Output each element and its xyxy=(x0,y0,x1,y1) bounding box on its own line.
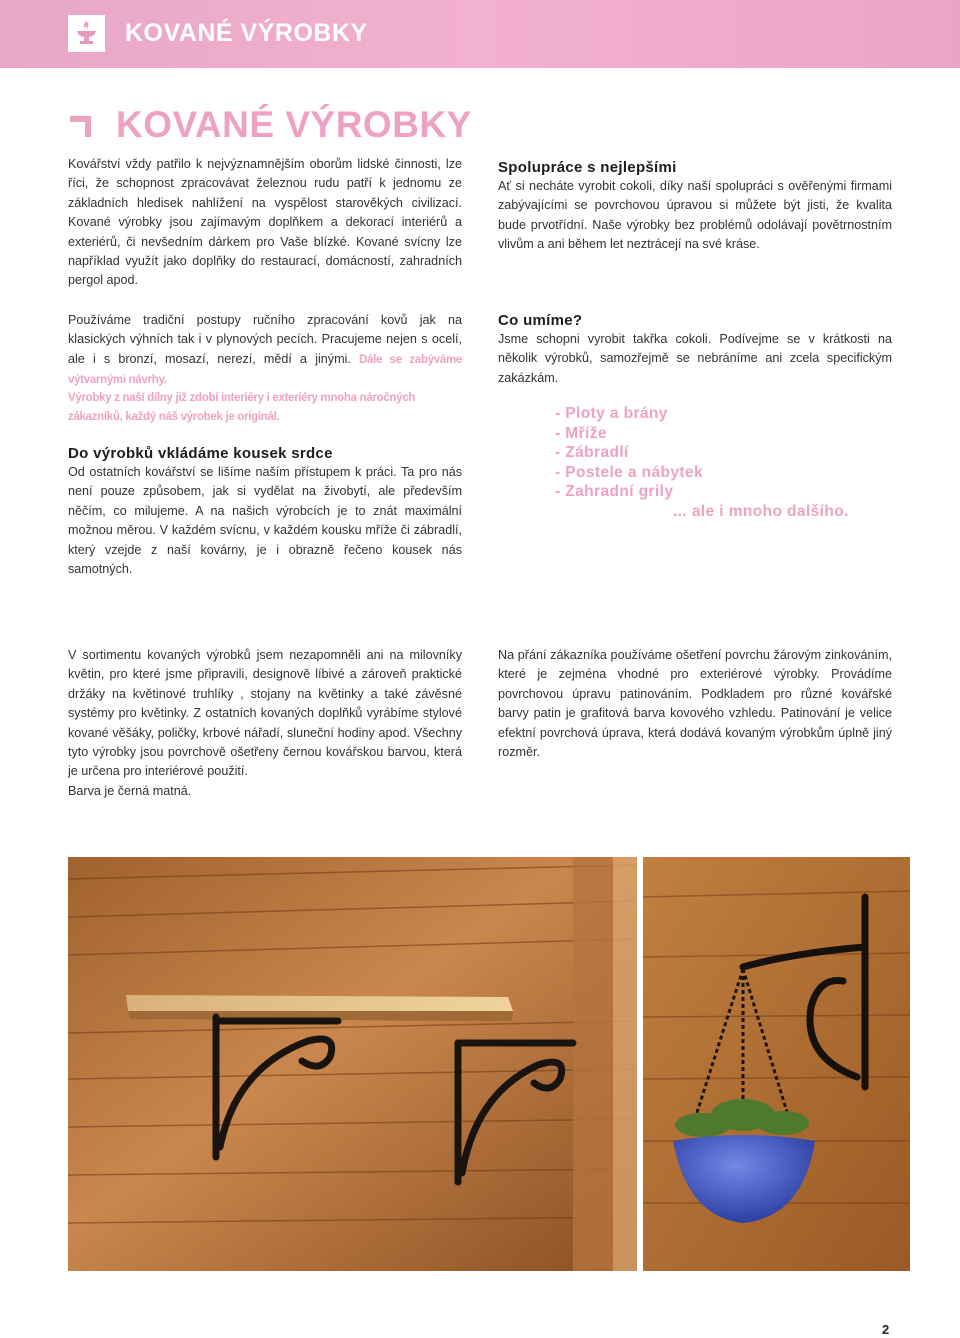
header-title: KOVANÉ VÝROBKY xyxy=(125,19,368,47)
intro-paragraph-2 xyxy=(68,311,462,391)
list-item: - Postele a nábytek xyxy=(555,463,704,481)
cooperation-section xyxy=(498,158,892,255)
intro-text-1: Kovářství vždy patřilo k nejvýznamnějším oborům lidské činnosti, lze říci, že schopnost zpracovávat železnou rudu patří k jednomu ze základních hledisek nahlížení na vyspělost starověkých civilizací. Kované výrobky jsou zajímavým doplňkem a dekorací interiérů a exteriérů, či nevšedním dárkem pro Vaše blízké. Kované svícny lze například využít jako doplňky do restaurací, domácností, zahradních pergol apod. xyxy=(68,157,462,288)
intro-design-note: Dále se zabýváme výtvarnými návrhy. xyxy=(68,353,463,387)
list-more: ... ale i mnoho dalšího. xyxy=(673,502,849,520)
list-item: - Mříže xyxy=(555,424,607,442)
heart-heading: Do výrobků vkládáme kousek srdce xyxy=(68,445,333,462)
page-title: KOVANÉ VÝROBKY xyxy=(116,104,472,145)
assortment-text: V sortimentu kovaných výrobků jsem nezapomněli ani na milovníky květin, pro které jsme připravili, designově líbivé a zároveň praktické držáky na květinové truhlíky , stojany na květinky a také závěsné systémy pro květinky. Z ostatních kovaných doplňků vyrábíme stylové kované věšáky, poličky, krbové nářadí, sluneční hodiny apod. Všechny tyto výrobky jsou povrchově ošetřeny černou kovářskou barvou, která je určena pro interiérové použití. xyxy=(68,648,462,779)
list-item: - Ploty a brány xyxy=(555,405,668,422)
skills-text: Jsme schopni vyrobit takřka cokoli. Podívejme se v krátkosti na několik výrobků, samozřejmě se nebráníme ani zcela specifickým zakázkám. xyxy=(498,332,892,385)
cooperation-text: Ať si necháte vyrobit cokoli, díky naší spolupráci s ověřenými firmami zabývajícími se povrchovou úpravou si můžete být jisti, že kvalita bude prvotřídní. Naše výrobky bez problémů odolávají povětrnostním vlivům a ani během let neztrácejí na své kráse. xyxy=(498,179,892,252)
assortment-color-note: Barva je černá matná. xyxy=(68,783,192,798)
finishing-text: Na přání zákazníka používáme ošetření povrchu žárovým zinkováním, které je zejména vhodné pro exteriérové výrobky. Provádíme povrchovou úpravu patinováním. Podkladem pro různé kovářské barvy patin je grafitová barva kovového vzhledu. Patinování je velice efektní povrchová úprava, která dodává kovaným výrobkům úplně jiný rozměr. xyxy=(498,648,892,760)
list-item: - Zábradlí xyxy=(555,444,629,461)
skills-heading: Co umíme? xyxy=(498,312,583,329)
page-number: 2 xyxy=(882,1322,890,1337)
skills-list xyxy=(555,404,849,521)
anvil-icon xyxy=(68,15,105,52)
finishing-section xyxy=(498,646,892,762)
header-bar xyxy=(0,0,960,68)
intro-text-2-main: Používáme tradiční postupy ručního zpracování kovů jak na klasických výhních tak i v plynových pecích. Pracujeme nejen s ocelí, ale i s bronzí, mosazí, nerezí, mědí a jinými. xyxy=(68,313,462,366)
cooperation-heading: Spolupráce s nejlepšími xyxy=(498,159,677,176)
title-corner-mark xyxy=(70,116,92,143)
shelf-brackets-photo xyxy=(68,857,637,1271)
skills-section xyxy=(498,311,892,388)
hanging-planter-photo xyxy=(643,857,910,1271)
assortment-section xyxy=(68,646,462,801)
heart-text: Od ostatních kovářství se lišíme naším přístupem k práci. Ta pro nás není pouze způsobem, jak si vydělat na živobytí, ale především něčím, co milujeme. A na našich výrobcích je to znát maximální možnou měrou. V každém svícnu, v každém kousku mříže či zábradlí, který vzejde z naší kovárny, je i obrazně řečeno kousek nás samotných. xyxy=(68,465,462,577)
intro-paragraph-1 xyxy=(68,155,462,291)
intro-text-2 xyxy=(68,311,462,391)
list-item: - Zahradní grily xyxy=(555,483,674,500)
heart-section xyxy=(68,444,462,579)
originality-note: Výrobky z naší dílny již zdobí interiéry i exteriéry mnoha náročných zákazníků, každý náš výrobek je originál. xyxy=(68,392,416,424)
